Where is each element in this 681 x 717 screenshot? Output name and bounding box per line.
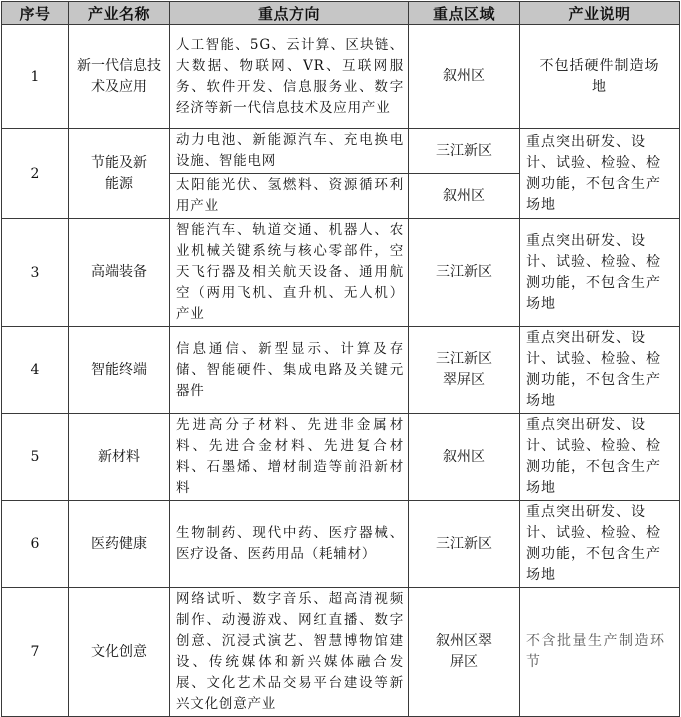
row-note: 重点突出研发、设计、试验、检验、检测功能，不包含生产场地 (520, 414, 680, 501)
row-note: 重点突出研发、设计、试验、检验、检测功能，不包含生产场地 (520, 501, 680, 588)
row-no: 6 (2, 501, 69, 588)
row-name: 高端装备 (69, 219, 170, 327)
table-row (2, 414, 680, 501)
table-row (2, 129, 680, 174)
row-name: 新一代信息技术及应用 (69, 25, 170, 129)
row-name: 节能及新能源 (69, 129, 170, 219)
row-direction: 信息通信、新型显示、计算及存储、智能硬件、集成电路及关键元器件 (170, 327, 409, 414)
row-name: 智能终端 (69, 327, 170, 414)
row-name: 医药健康 (69, 501, 170, 588)
table-row (2, 327, 680, 414)
row-direction: 网络试听、数字音乐、超高清视频制作、动漫游戏、网红直播、数字创意、沉浸式演艺、智慧博物馆建设、传统媒体和新兴媒体融合发展、文化艺术品交易平台建设等新兴文化创意产业 (170, 588, 409, 717)
row-no: 2 (2, 129, 69, 219)
header-direction: 重点方向 (170, 2, 409, 25)
table-row (2, 219, 680, 327)
row-direction: 人工智能、5G、云计算、区块链、大数据、物联网、VR、互联网服务、软件开发、信息服务业、数字经济等新一代信息技术及应用产业 (170, 25, 409, 129)
row-note: 重点突出研发、设计、试验、检验、检测功能，不包含生产场地 (520, 219, 680, 327)
header-note: 产业说明 (520, 2, 680, 25)
table-row (2, 501, 680, 588)
row-no: 3 (2, 219, 69, 327)
row-name: 文化创意 (69, 588, 170, 717)
row-area: 叙州区翠屏区 (409, 588, 520, 717)
row-area-b: 叙州区 (409, 174, 520, 219)
row-area: 叙州区 (409, 414, 520, 501)
row-direction: 先进高分子材料、先进非金属材料、先进合金材料、先进复合材料、石墨烯、增材制造等前沿新材料 (170, 414, 409, 501)
header-name: 产业名称 (69, 2, 170, 25)
table-row (2, 588, 680, 717)
table-row (2, 25, 680, 129)
row-area: 三江新区 (409, 219, 520, 327)
row-note: 不包括硬件制造场地 (520, 25, 680, 129)
row-note: 不含批量生产制造环节 (520, 588, 680, 717)
row-no: 4 (2, 327, 69, 414)
header-area: 重点区域 (409, 2, 520, 25)
row-direction: 智能汽车、轨道交通、机器人、农业机械关键系统与核心零部件，空天飞行器及相关航天设备、通用航空（两用飞机、直升机、无人机）产业 (170, 219, 409, 327)
row-area: 叙州区 (409, 25, 520, 129)
row-direction: 生物制药、现代中药、医疗器械、医疗设备、医药用品（耗辅材） (170, 501, 409, 588)
header-row (2, 2, 680, 25)
row-area: 三江新区 (409, 501, 520, 588)
row-area: 三江新区翠屏区 (409, 327, 520, 414)
industry-table (1, 1, 680, 717)
row-no: 1 (2, 25, 69, 129)
row-name: 新材料 (69, 414, 170, 501)
row-direction-b: 太阳能光伏、氢燃料、资源循环利用产业 (170, 174, 409, 219)
row-note: 重点突出研发、设计、试验、检验、检测功能，不包含生产场地 (520, 327, 680, 414)
row-note: 重点突出研发、设计、试验、检验、检测功能，不包含生产场地 (520, 129, 680, 219)
row-direction-a: 动力电池、新能源汽车、充电换电设施、智能电网 (170, 129, 409, 174)
row-area-a: 三江新区 (409, 129, 520, 174)
row-no: 5 (2, 414, 69, 501)
row-no: 7 (2, 588, 69, 717)
header-no: 序号 (2, 2, 69, 25)
